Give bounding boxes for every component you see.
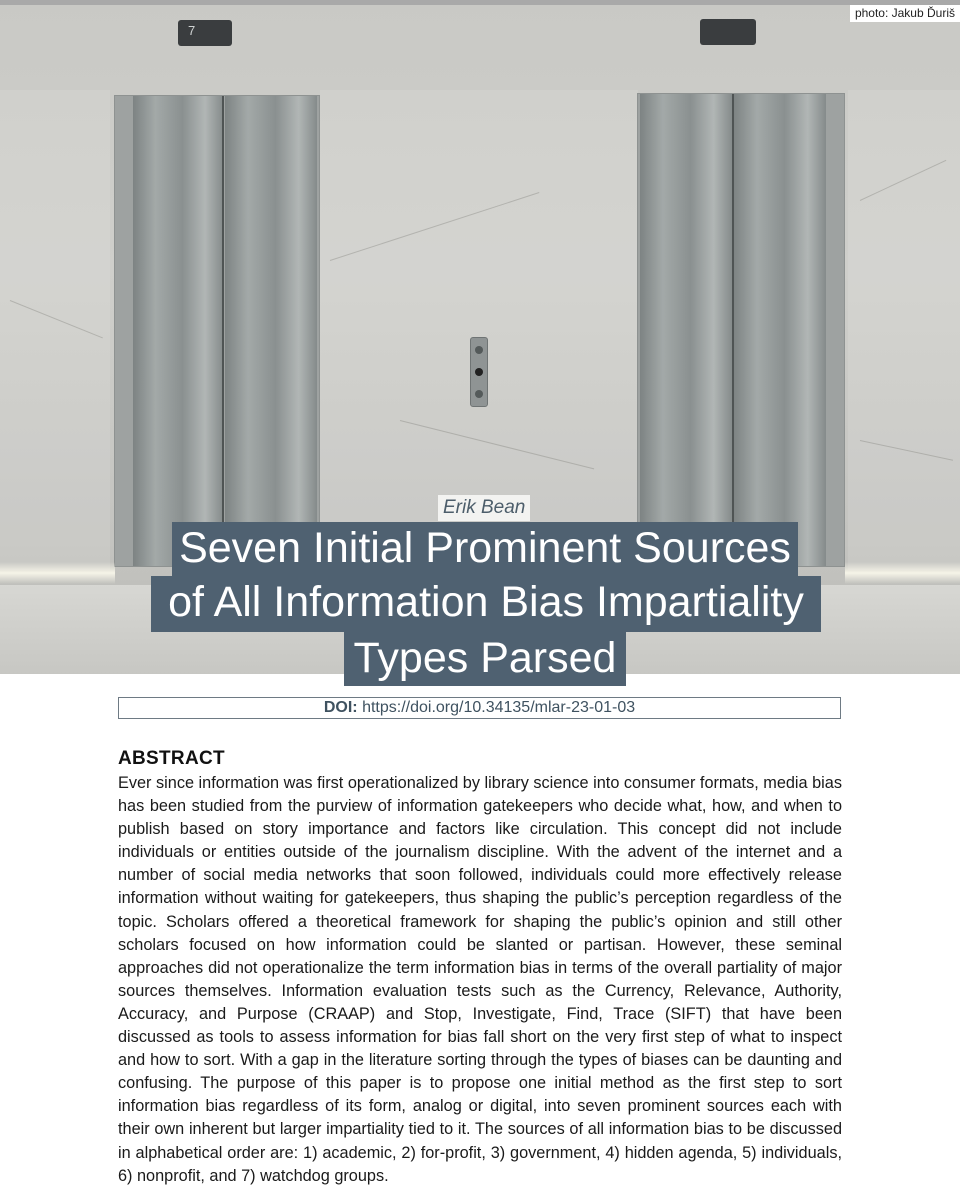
display-icon — [475, 368, 483, 376]
call-button-panel — [470, 337, 488, 407]
floor-indicator — [700, 19, 756, 45]
author-name: Erik Bean — [438, 495, 530, 521]
up-arrow-icon — [475, 346, 483, 354]
paper-title-line-2: of All Information Bias Impartiality — [151, 576, 821, 632]
doi-link[interactable]: https://doi.org/10.34135/mlar-23-01-03 — [362, 699, 636, 716]
floor-light — [845, 562, 960, 584]
elevator-left — [114, 95, 320, 567]
down-arrow-icon — [475, 390, 483, 398]
abstract-heading: ABSTRACT — [118, 748, 225, 769]
marble-panel — [0, 90, 110, 570]
elevator-door — [225, 96, 317, 566]
paper-title-line-3: Types Parsed — [344, 632, 626, 686]
elevator-door — [133, 96, 223, 566]
elevator-door — [640, 94, 732, 566]
door-gap — [222, 96, 224, 566]
top-rule — [0, 0, 960, 5]
floor-indicator — [178, 20, 232, 46]
photo-credit: photo: Jakub Ďuriš — [850, 5, 960, 22]
doi-box — [118, 697, 841, 719]
doi-label: DOI: — [323, 699, 358, 716]
floor-light — [0, 562, 115, 584]
floor-number: 7 — [188, 23, 196, 38]
paper-title-line-1: Seven Initial Prominent Sources — [172, 522, 798, 576]
elevator-door — [734, 94, 826, 566]
abstract-text: Ever since information was first operationalized by library science into consumer formats, media bias has been studied from the purview of information gatekeepers who decide what, how, and when to publish based on story importance and factors like circulation. This concept did not include individuals or entities outside of the journalism discipline. With the advent of the internet and a number of social media networks that soon followed, individuals could more effectively release information without waiting for gatekeepers, thus shaping the public’s perception regardless of the topic. Scholars offered a theoretical framework for shaping the public’s opinion and still other scholars focused on how information could be slanted or partisan. However, these seminal approaches did not operationalize the term information bias in terms of the overall partiality of major sources themselves. Information evaluation tests such as the Currency, Relevance, Authority, Accuracy, and Purpose (CRAAP) and Stop, Investigate, Find, Trace (SIFT) that have been discussed as tools to assess information for bias fall short on the very first step of what to inspect and how to sort. With a gap in the literature sorting through the types of biases can be daunting and confusing. The purpose of this paper is to propose one initial method as the first step to sort information bias regardless of its form, analog or digital, into seven prominent sources each with their own inherent but larger impartiality tied to it. The sources of all information bias to be discussed in alphabetical order are: 1) academic, 2) for-profit, 3) government, 4) hidden agenda, 5) individuals, 6) nonprofit, and 7) watchdog groups. — [118, 774, 842, 1185]
elevator-right — [637, 93, 845, 567]
